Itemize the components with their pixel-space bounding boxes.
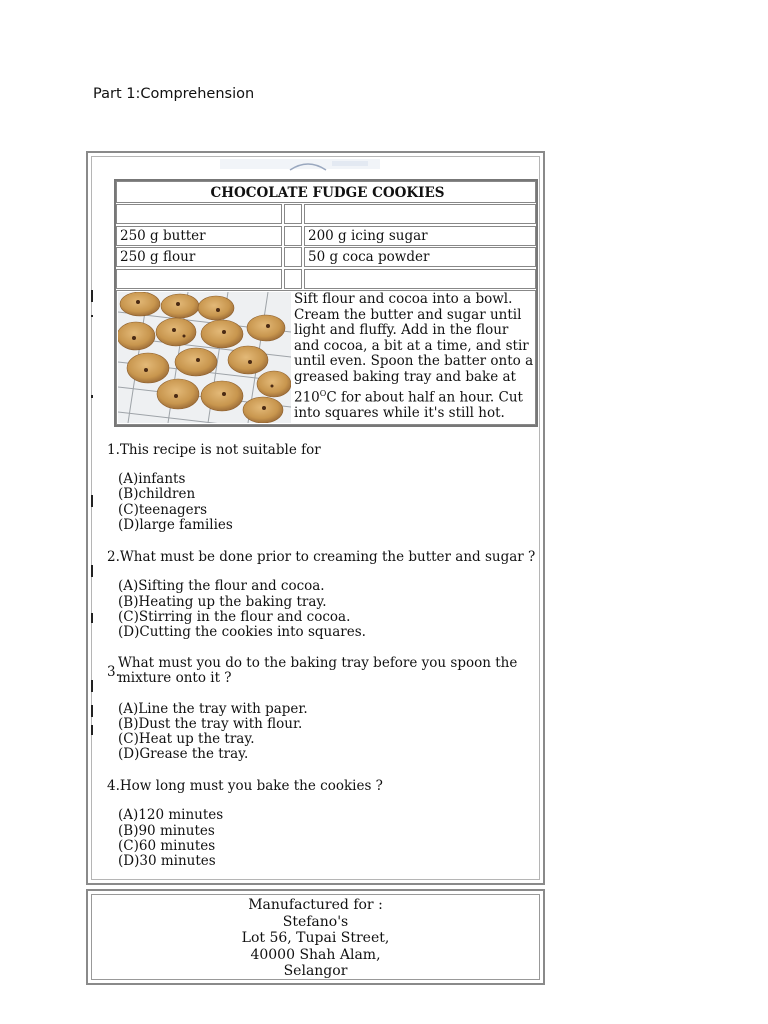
option[interactable]: (A)120 minutes bbox=[118, 807, 224, 823]
manufacturer-box bbox=[86, 889, 545, 985]
option[interactable]: (C)teenagers bbox=[118, 502, 208, 518]
option[interactable]: (B)90 minutes bbox=[118, 823, 215, 839]
option[interactable]: (C)Stirring in the flour and cocoa. bbox=[118, 609, 351, 625]
question-3-line2: mixture onto it ? bbox=[118, 670, 232, 686]
manufacturer-address bbox=[88, 897, 543, 980]
empty-cell bbox=[304, 269, 536, 289]
option[interactable]: (C)60 minutes bbox=[118, 838, 216, 854]
recipe-method bbox=[294, 292, 536, 421]
empty-cell bbox=[116, 204, 282, 224]
empty-cell bbox=[284, 247, 302, 267]
option[interactable]: (A)infants bbox=[118, 471, 186, 487]
faded-logo-graphic bbox=[220, 156, 380, 172]
option[interactable]: (B)children bbox=[118, 486, 196, 502]
page-edge-marks bbox=[89, 285, 95, 885]
empty-cell bbox=[284, 269, 302, 289]
footer-line: Lot 56, Tupai Street, bbox=[241, 930, 390, 946]
cookies-photo bbox=[118, 292, 291, 423]
option[interactable]: (B)Dust the tray with flour. bbox=[118, 716, 303, 732]
footer-line: 40000 Shah Alam, bbox=[250, 946, 381, 963]
question-4: 4.How long must you bake the cookies ? bbox=[107, 778, 383, 794]
ingredient-right: 200 g icing sugar bbox=[304, 226, 536, 246]
part-heading: Part 1:Comprehension bbox=[93, 86, 255, 102]
option[interactable]: (C)Heat up the tray. bbox=[118, 731, 255, 747]
ingredient-right: 50 g coca powder bbox=[304, 247, 536, 267]
footer-line: Stefano's bbox=[282, 913, 349, 930]
method-text: Sift flour and cocoa into a bowl. Cream the butter and sugar until light and fluffy. Add in the flour and cocoa, a bit at a time, and stir until even. Spoon the batter onto a greased baking tray and bake at 210 bbox=[294, 291, 534, 406]
question-2: 2.What must be done prior to creaming the butter and sugar ? bbox=[107, 549, 536, 565]
option[interactable]: (D)Grease the tray. bbox=[118, 746, 249, 762]
option[interactable]: (A)Sifting the flour and cocoa. bbox=[118, 578, 325, 594]
option[interactable]: (A)Line the tray with paper. bbox=[118, 701, 308, 717]
footer-line: Selangor bbox=[283, 963, 348, 979]
option[interactable]: (D)30 minutes bbox=[118, 853, 216, 869]
question-3-number: 3. bbox=[107, 664, 120, 680]
degree-sign: O bbox=[319, 388, 327, 398]
option[interactable]: (B)Heating up the baking tray. bbox=[118, 594, 327, 610]
ingredient-left: 250 g butter bbox=[116, 226, 282, 246]
option[interactable]: (D)Cutting the cookies into squares. bbox=[118, 624, 366, 640]
method-text: C for about half an hour. Cut into squares while it's still hot. bbox=[294, 389, 523, 421]
question-3-line1: What must you do to the baking tray before you spoon the bbox=[118, 655, 518, 671]
empty-cell bbox=[304, 204, 536, 224]
footer-line: Manufactured for : bbox=[248, 897, 383, 913]
option[interactable]: (D)large families bbox=[118, 517, 233, 533]
empty-cell bbox=[284, 226, 302, 246]
empty-cell bbox=[116, 269, 282, 289]
ingredient-left: 250 g flour bbox=[116, 247, 282, 267]
question-1: 1.This recipe is not suitable for bbox=[107, 442, 321, 458]
recipe-title: CHOCOLATE FUDGE COOKIES bbox=[116, 181, 536, 203]
empty-cell bbox=[284, 204, 302, 224]
